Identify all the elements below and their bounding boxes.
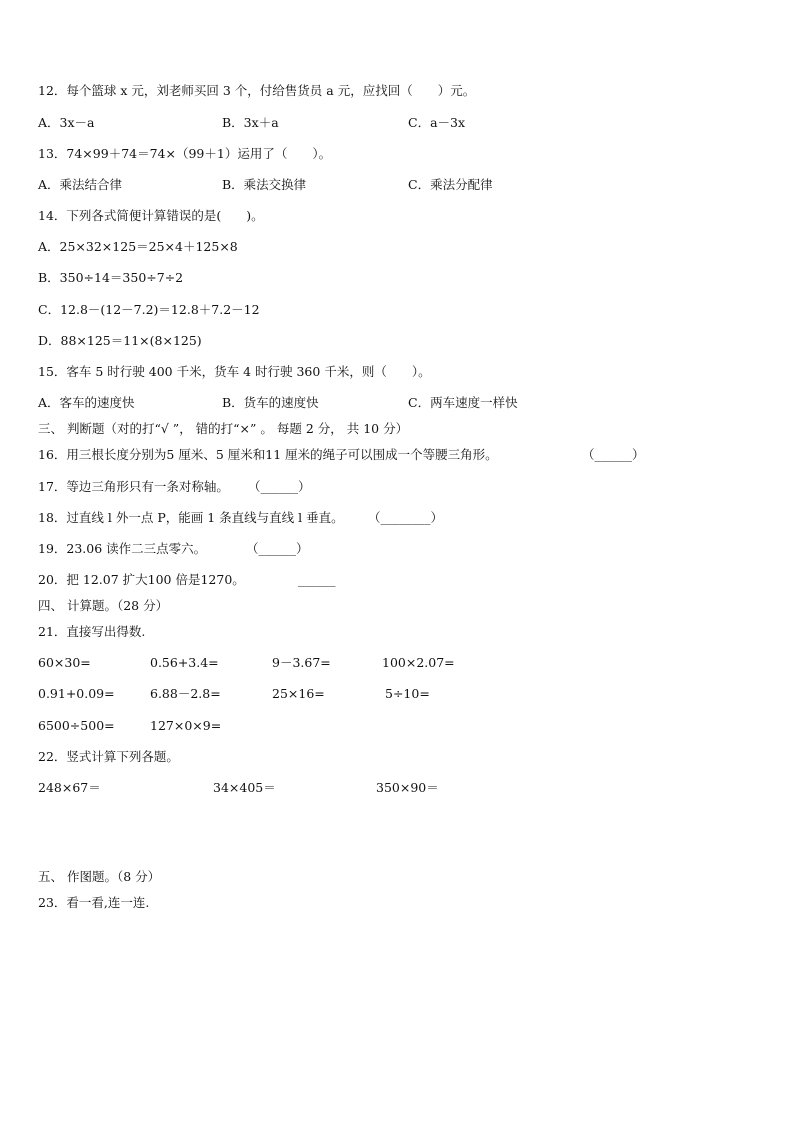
q12-option-c: C．a－3x	[408, 115, 466, 130]
q18-answer-blank[interactable]: （________）	[368, 510, 444, 525]
q15-option-c: C．两车速度一样快	[408, 395, 518, 410]
question-18-stem: 18．过直线 l 外一点 P，能画 1 条直线与直线 l 垂直。	[38, 510, 344, 525]
question-23-stem: 23．看一看,连一连.	[38, 895, 150, 910]
section-5-heading: 五、 作图题。（8 分）	[38, 869, 161, 884]
question-20-stem: 20．把 12.07 扩大100 倍是1270。	[38, 572, 245, 587]
q15-option-b: B．货车的速度快	[222, 395, 319, 410]
question-21-stem: 21．直接写出得数.	[38, 624, 146, 639]
calc-item: 9－3.67=	[272, 655, 331, 670]
section-3-heading: 三、 判断题（对的打“√ ”， 错的打“×” 。 每题 2 分， 共 10 分）	[38, 421, 409, 436]
q20-answer-blank[interactable]: ______	[298, 572, 336, 587]
q13-option-c: C．乘法分配律	[408, 177, 493, 192]
question-14-stem: 14．下列各式简便计算错误的是( )。	[38, 208, 264, 223]
q12-option-b: B．3x＋a	[222, 115, 279, 130]
q15-option-a: A．客车的速度快	[38, 395, 135, 410]
q14-option-a: A．25×32×125＝25×4＋125×8	[38, 239, 238, 254]
section-4-heading: 四、 计算题。（28 分）	[38, 598, 169, 613]
q13-option-b: B．乘法交换律	[222, 177, 307, 192]
calc-item: 25×16=	[272, 686, 325, 701]
calc-item: 6500÷500=	[38, 718, 115, 733]
q14-option-b: B．350÷14＝350÷7÷2	[38, 270, 184, 285]
q19-answer-blank[interactable]: （______）	[246, 541, 309, 556]
calc-item: 0.56+3.4=	[150, 655, 219, 670]
question-17-stem: 17．等边三角形只有一条对称轴。	[38, 479, 229, 494]
calc-item: 0.91+0.09=	[38, 686, 115, 701]
q14-option-d: D．88×125＝11×(8×125)	[38, 333, 202, 348]
calc-item: 6.88－2.8=	[150, 686, 221, 701]
calc-item: 5÷10=	[385, 686, 430, 701]
question-16-stem: 16．用三根长度分别为5 厘米、5 厘米和11 厘米的绳子可以围成一个等腰三角形。	[38, 447, 498, 462]
q14-option-c: C．12.8－(12－7.2)＝12.8＋7.2－12	[38, 302, 260, 317]
vertical-calc-item: 350×90＝	[376, 780, 439, 795]
calc-item: 100×2.07=	[382, 655, 455, 670]
q12-option-a: A．3x－a	[38, 115, 95, 130]
calc-item: 127×0×9=	[150, 718, 222, 733]
vertical-calc-item: 34×405＝	[213, 780, 276, 795]
question-13-stem: 13．74×99＋74＝74×（99＋1）运用了（ ）。	[38, 146, 332, 161]
q16-answer-blank[interactable]: （______）	[582, 447, 645, 462]
calc-item: 60×30=	[38, 655, 91, 670]
question-19-stem: 19．23.06 读作二三点零六。	[38, 541, 207, 556]
q17-answer-blank[interactable]: （______）	[248, 479, 311, 494]
q13-option-a: A．乘法结合律	[38, 177, 123, 192]
question-12-stem: 12．每个篮球 x 元，刘老师买回 3 个，付给售货员 a 元，应找回（ ）元。	[38, 83, 476, 98]
question-22-stem: 22．竖式计算下列各题。	[38, 749, 179, 764]
vertical-calc-item: 248×67＝	[38, 780, 101, 795]
question-15-stem: 15．客车 5 时行驶 400 千米，货车 4 时行驶 360 千米，则（ ）。	[38, 364, 431, 379]
